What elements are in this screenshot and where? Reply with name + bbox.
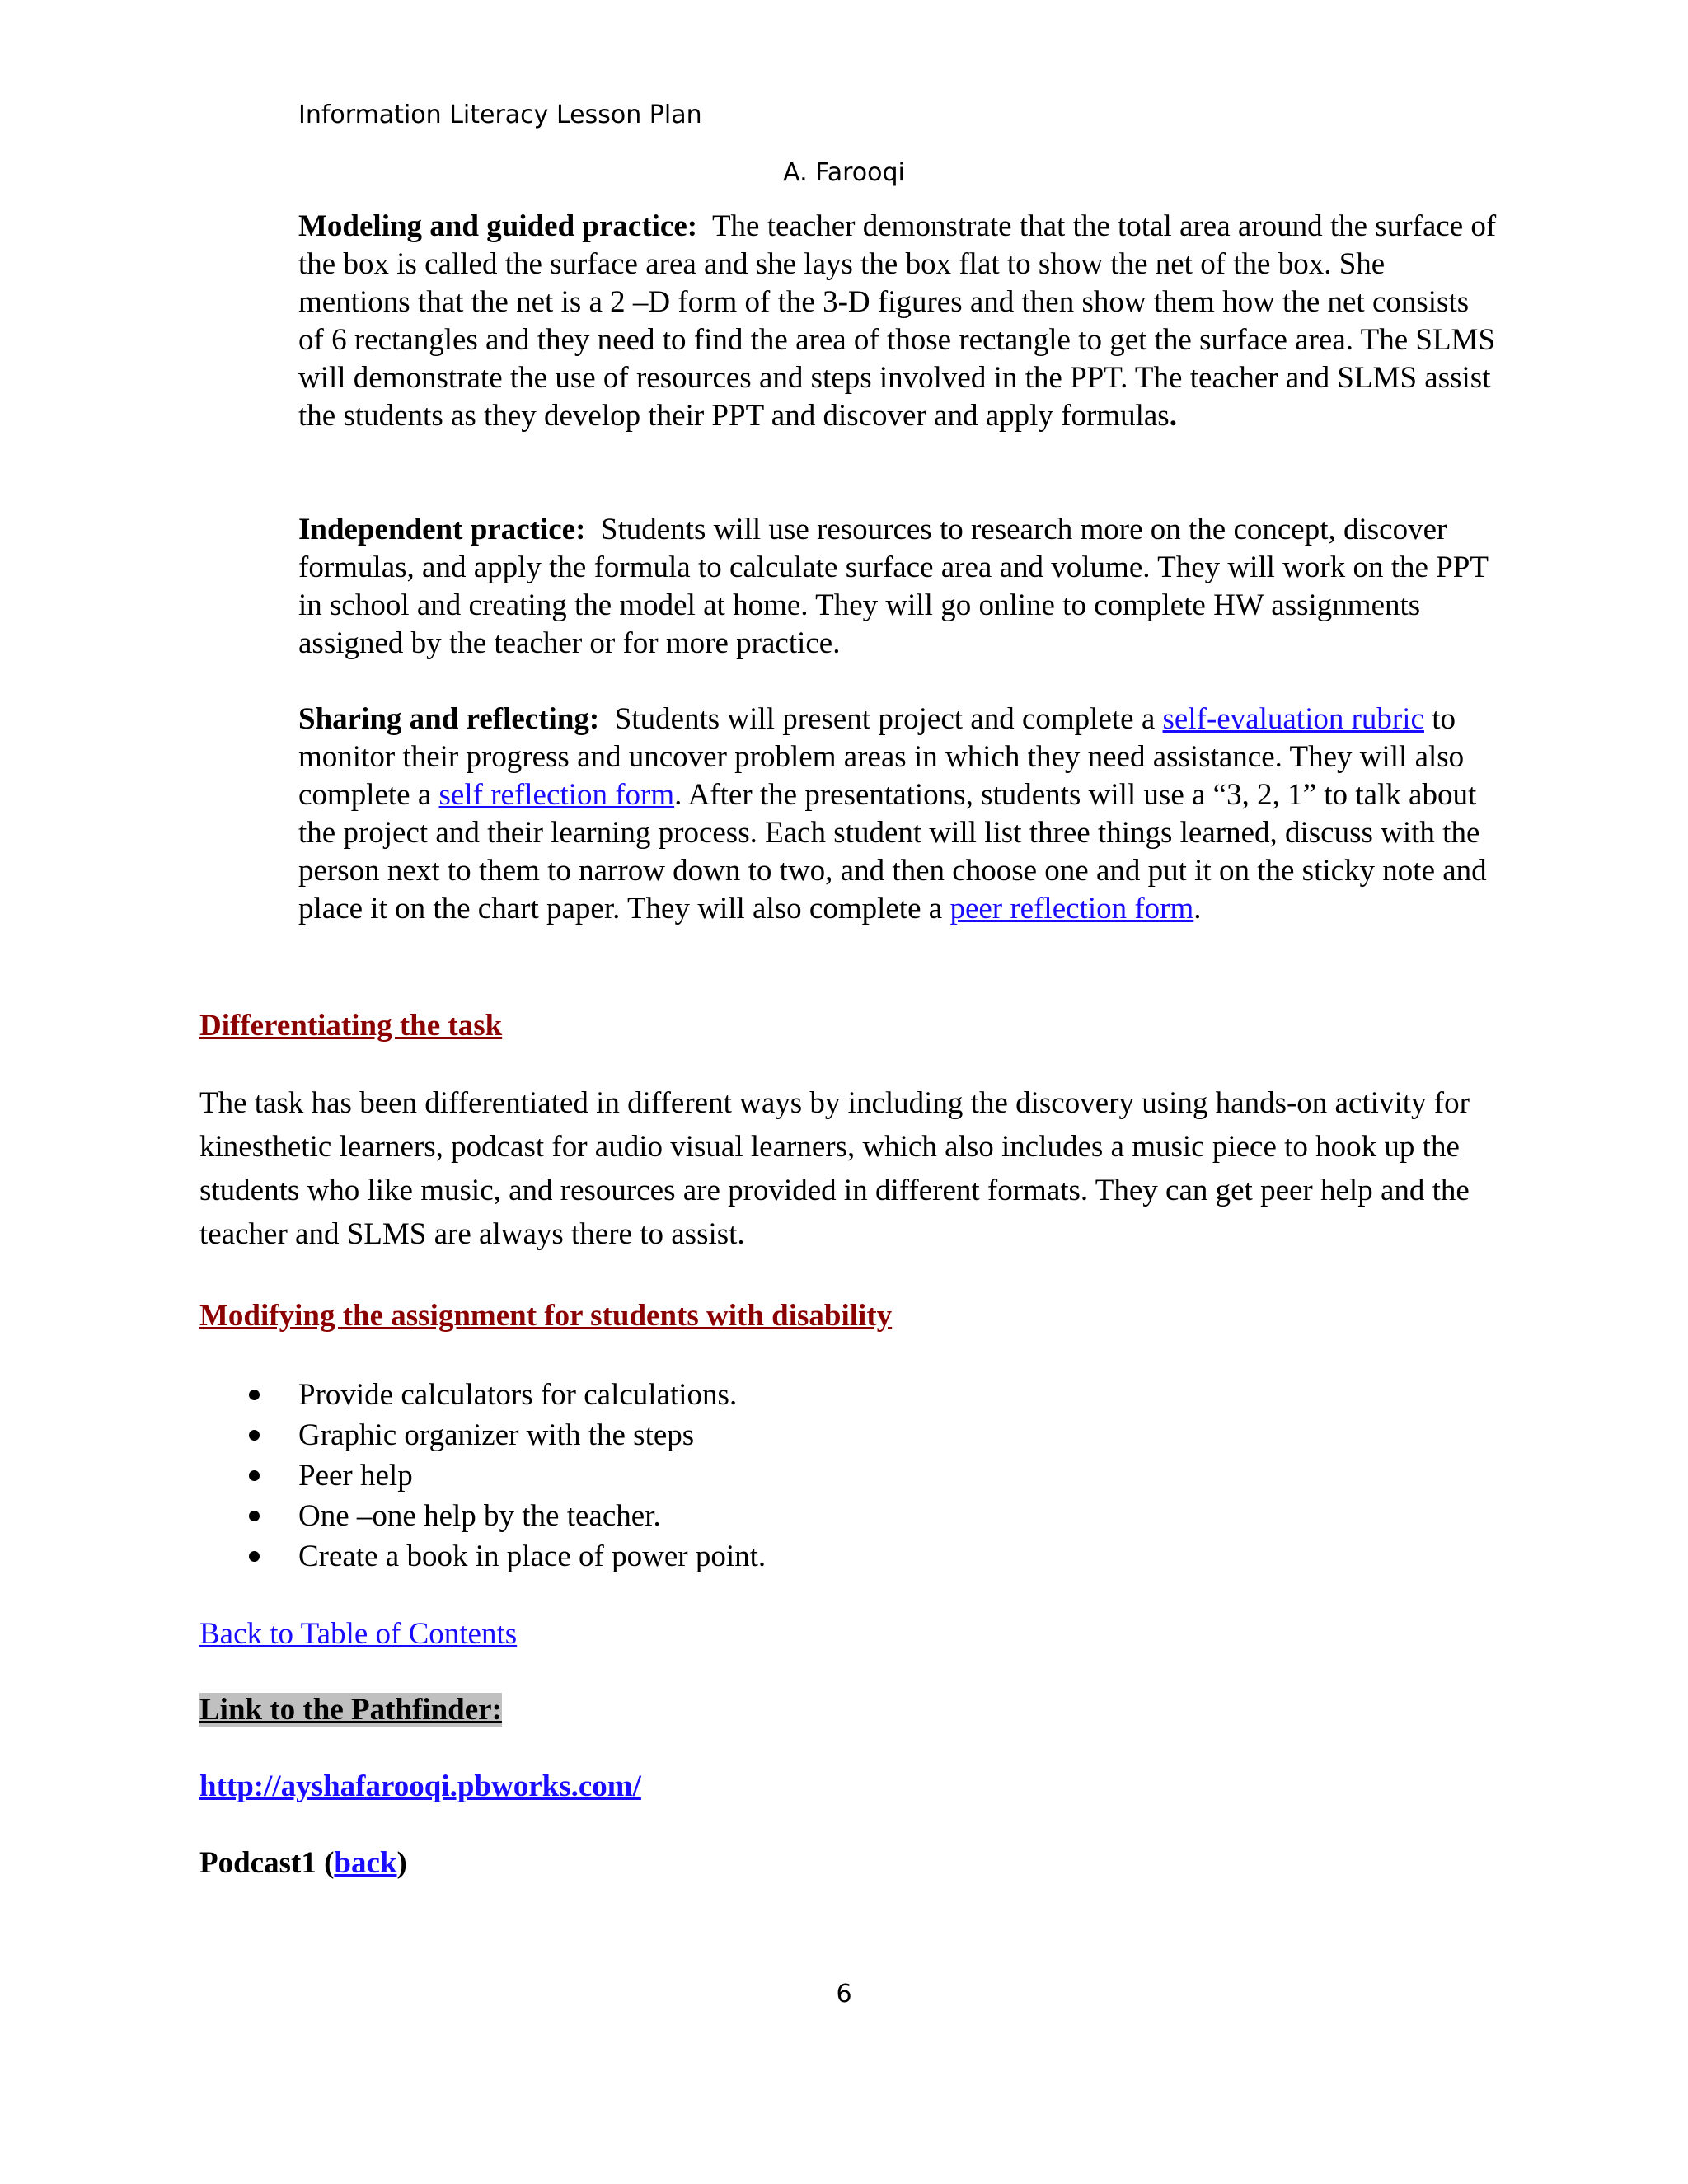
list-item: Provide calculators for calculations. <box>199 1375 766 1415</box>
page-number: 6 <box>836 1980 852 2008</box>
back-to-toc-row <box>199 1615 517 1653</box>
pathfinder-row <box>199 1691 502 1729</box>
differentiating-heading: Differentiating the task <box>199 1009 503 1043</box>
podcast-label: Podcast1 ( <box>199 1846 335 1880</box>
podcast-close: ) <box>396 1846 407 1880</box>
peer-reflection-form-link[interactable]: peer reflection form <box>950 892 1194 926</box>
podcast-back-link[interactable]: back <box>334 1846 397 1880</box>
list-item: One –one help by the teacher. <box>199 1496 766 1536</box>
sharing-text-1: Students will present project and complete a <box>614 702 1156 736</box>
bullet-icon <box>249 1430 260 1441</box>
bullet-icon <box>249 1511 260 1521</box>
sharing-text-3: . After the presentations, students will use a “3, 2, 1” to talk about the project and their learning process. Each student will list three things learned, discuss with the person next to them to narrow down to two, and then choose one and put it on the sticky note and place it on the chart paper. They will also complete a <box>298 778 1487 926</box>
list-item: Create a book in place of power point. <box>199 1536 766 1577</box>
modeling-paragraph <box>298 208 1502 435</box>
modifications-list <box>199 1375 766 1577</box>
independent-label: Independent practice: <box>298 513 586 546</box>
sharing-label: Sharing and reflecting: <box>298 702 600 736</box>
sharing-paragraph <box>298 701 1502 928</box>
independent-paragraph <box>298 511 1502 663</box>
running-header-author: A. Farooqi <box>783 158 905 187</box>
modifying-heading: Modifying the assignment for students with disability <box>199 1299 893 1333</box>
sharing-text-4: . <box>1193 892 1202 926</box>
modeling-text: The teacher demonstrate that the total area around the surface of the box is called the surface area and she lays the box flat to show the net of the box. She mentions that the net is a 2 –D form of the 3-D figures and then show them how the net consists of 6 rectangles and they need to find the area of those rectangle to get the surface area. The SLMS will demonstrate the use of resources and steps involved in the PPT. The teacher and SLMS assist the students as they develop their PPT and discover and apply formulas <box>298 209 1497 433</box>
self-reflection-form-link[interactable]: self reflection form <box>438 778 675 812</box>
bullet-icon <box>249 1551 260 1562</box>
independent-text: Students will use resources to research more on the concept, discover formulas, and apply the formula to calculate surface area and volume. They will work on the PPT in school and creating the model at home. They will go online to complete HW assignments assigned by the teacher or for more practice. <box>298 513 1489 660</box>
differentiating-paragraph: The task has been differentiated in different ways by including the discovery using hands-on activity for kinesthetic learners, podcast for audio visual learners, which also includes a music piece to hook up the students who like music, and resources are provided in different formats. They can get peer help and the teacher and SLMS are always there to assist. <box>199 1086 1470 1251</box>
back-to-toc-link[interactable]: Back to Table of Contents <box>199 1617 518 1651</box>
pathfinder-url-row <box>199 1768 641 1806</box>
sharing-text-2: to monitor their progress and uncover problem areas in which they need assistance. They will also complete a <box>298 702 1465 812</box>
bullet-icon <box>249 1390 260 1400</box>
running-header-title: Information Literacy Lesson Plan <box>298 101 702 129</box>
list-item: Graphic organizer with the steps <box>199 1415 766 1455</box>
pathfinder-label: Link to the Pathfinder: <box>199 1693 502 1727</box>
modeling-end: . <box>1169 399 1177 433</box>
self-evaluation-rubric-link[interactable]: self-evaluation rubric <box>1162 702 1424 736</box>
podcast-row <box>199 1844 407 1882</box>
list-item: Peer help <box>199 1455 766 1496</box>
modeling-label: Modeling and guided practice: <box>298 209 698 243</box>
bullet-icon <box>249 1470 260 1481</box>
pathfinder-url-link[interactable]: http://ayshafarooqi.pbworks.com/ <box>199 1769 641 1803</box>
